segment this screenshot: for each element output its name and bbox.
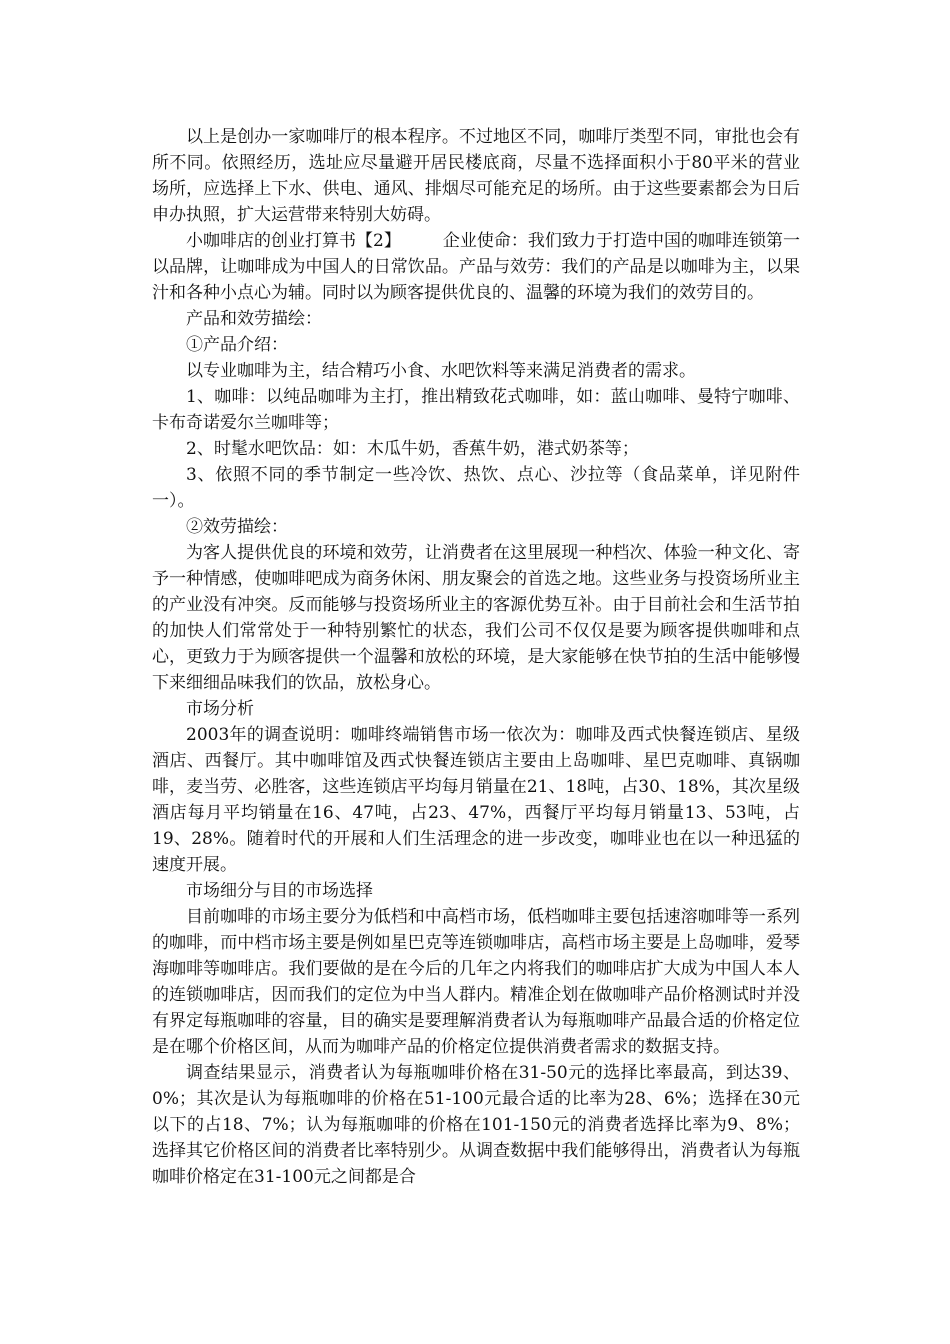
paragraph-service-description: 为客人提供优良的环境和效劳，让消费者在这里展现一种档次、体验一种文化、寄予一种情感，使咖啡吧成为商务休闲、朋友聚会的首选之地。这些业务与投资场所业主的产业没有冲突。反而能够与投资场所业主的客源优势互补。由于目前社会和生活节拍的加快人们常常处于一种特别繁忙的状态，我们公司不仅仅是要为顾客提供咖啡和点心，更致力于为顾客提供一个温馨和放松的环境，是大家能够在快节拍的生活中能够慢下来细细品味我们的饮品，放松身心。 bbox=[152, 543, 800, 693]
plan-title: 小咖啡店的创业打算书【2】 bbox=[186, 231, 401, 251]
paragraph-product-intro: 以专业咖啡为主，结合精巧小食、水吧饮料等来满足消费者的需求。 bbox=[186, 361, 696, 381]
paragraph-market-analysis: 2003年的调查说明：咖啡终端销售市场一依次为：咖啡及西式快餐连锁店、星级酒店、西餐厅。其中咖啡馆及西式快餐连锁店主要由上岛咖啡、星巴克咖啡、真锅咖啡，麦当劳、必胜客，这些连锁店平均每月销量在21、18吨，占30、18%，其次星级酒店每月平均销量在16、47吨，占23、47%，西餐厅平均每月销量13、53吨，占19、28%。随着时代的开展和人们生活理念的进一步改变，咖啡业也在以一种迅猛的速度开展。 bbox=[152, 725, 800, 875]
heading-products-services: 产品和效劳描绘： bbox=[186, 309, 322, 329]
paragraph-market-segmentation: 目前咖啡的市场主要分为低档和中高档市场，低档咖啡主要包括速溶咖啡等一系列的咖啡，而中档市场主要是例如星巴克等连锁咖啡店，高档市场主要是上岛咖啡，爱琴海咖啡等咖啡店。我们要做的是在今后的几年之内将我们的咖啡店扩大成为中国人本人的连锁咖啡店，因而我们的定位为中当人群内。精准企划在做咖啡产品价格测试时并没有界定每瓶咖啡的容量，目的确实是要理解消费者认为每瓶咖啡产品最合适的价格定位是在哪个价格区间，从而为咖啡产品的价格定位提供消费者需求的数据支持。 bbox=[152, 907, 800, 1057]
paragraph-mission bbox=[152, 228, 800, 306]
mission-text: 企业使命：我们致力于打造中国的咖啡连锁第一以品牌，让咖啡成为中国人的日常饮品。产品与效劳：我们的产品是以咖啡为主，以果汁和各种小点心为辅。同时以为顾客提供优良的、温馨的环境为我们的效劳目的。 bbox=[152, 231, 800, 303]
heading-product-intro: ①产品介绍： bbox=[186, 335, 288, 355]
list-item-seasonal: 3、依照不同的季节制定一些冷饮、热饮、点心、沙拉等（食品菜单，详见附件一）。 bbox=[152, 465, 800, 511]
list-item-coffee: 1、咖啡：以纯品咖啡为主打，推出精致花式咖啡，如：蓝山咖啡、曼特宁咖啡、卡布奇诺爱尔兰咖啡等； bbox=[152, 387, 800, 433]
list-item-drinks: 2、时髦水吧饮品：如：木瓜牛奶，香蕉牛奶，港式奶茶等； bbox=[186, 439, 639, 459]
paragraph-procedure-summary: 以上是创办一家咖啡厅的根本程序。不过地区不同，咖啡厅类型不同，审批也会有所不同。依照经历，选址应尽量避开居民楼底商，尽量不选择面积小于80平米的营业场所，应选择上下水、供电、通风、排烟尽可能充足的场所。由于这些要素都会为日后申办执照，扩大运营带来特别大妨碍。 bbox=[152, 127, 800, 225]
heading-service-description: ②效劳描绘： bbox=[186, 517, 288, 537]
heading-market-segmentation: 市场细分与目的市场选择 bbox=[186, 881, 373, 901]
document-body bbox=[152, 124, 800, 1190]
paragraph-survey-results: 调查结果显示，消费者认为每瓶咖啡价格在31-50元的选择比率最高，到达39、0%；其次是认为每瓶咖啡的价格在51-100元最合适的比率为28、6%；选择在30元以下的占18、7%；认为每瓶咖啡的价格在101-150元的消费者选择比率为9、8%；选择其它价格区间的消费者比率特别少。从调查数据中我们能够得出，消费者认为每瓶咖啡价格定在31-100元之间都是合 bbox=[152, 1063, 800, 1187]
heading-market-analysis: 市场分析 bbox=[186, 699, 254, 719]
